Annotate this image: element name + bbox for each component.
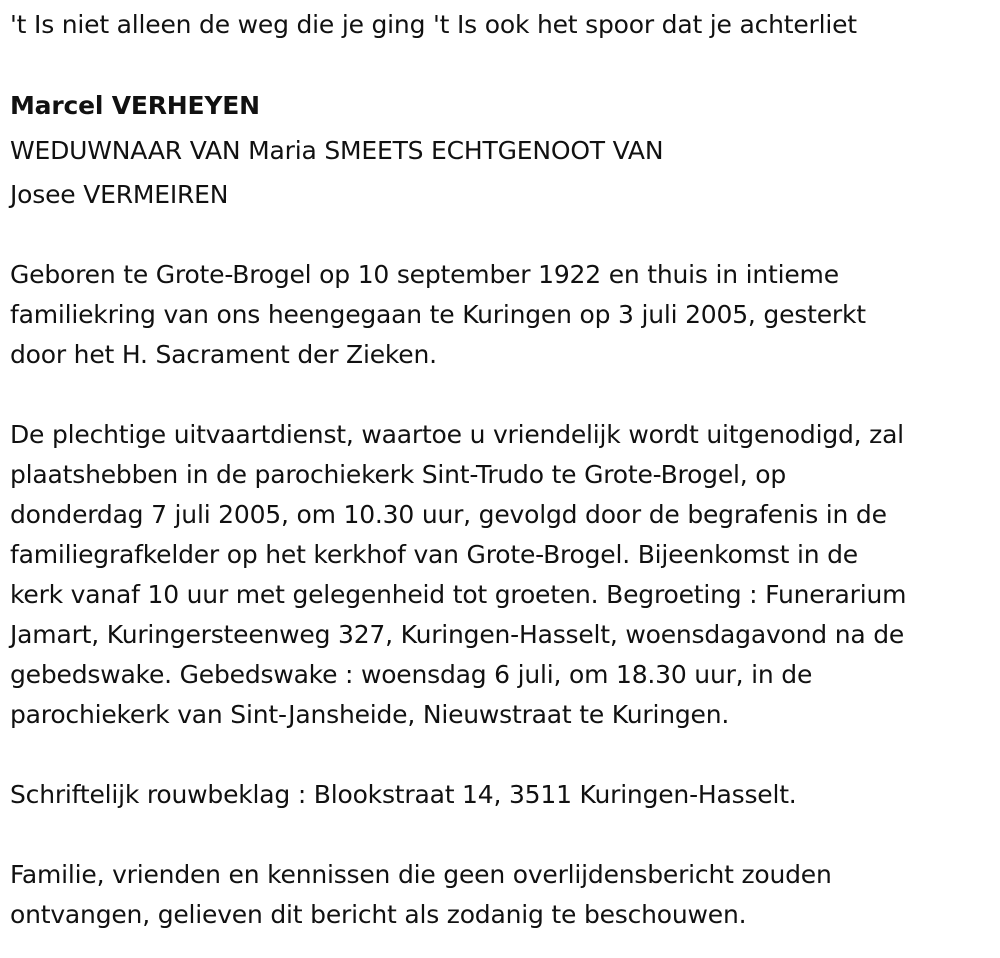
notice-paragraph	[10, 855, 995, 935]
paragraph-line: familiekring van ons heengegaan te Kuringen op 3 juli 2005, gesterkt	[10, 300, 866, 329]
paragraph-line: ontvangen, gelieven dit bericht als zodanig te beschouwen.	[10, 900, 747, 929]
paragraph-line: Jamart, Kuringersteenweg 327, Kuringen-Hasselt, woensdagavond na de	[10, 620, 905, 649]
condolences-paragraph	[10, 775, 995, 815]
paragraph-line: familiegrafkelder op het kerkhof van Grote-Brogel. Bijeenkomst in de	[10, 540, 858, 569]
paragraph-line: Familie, vrienden en kennissen die geen overlijdensbericht zouden	[10, 860, 832, 889]
paragraph-line: gebedswake. Gebedswake : woensdag 6 juli, om 18.30 uur, in de	[10, 660, 813, 689]
paragraph-line: Geboren te Grote-Brogel op 10 september 1922 en thuis in intieme	[10, 260, 839, 289]
paragraph-line: door het H. Sacrament der Zieken.	[10, 340, 437, 369]
condolences-address: Schriftelijk rouwbeklag : Blookstraat 14, 3511 Kuringen-Hasselt.	[10, 780, 797, 809]
relation-line: WEDUWNAAR VAN Maria SMEETS ECHTGENOOT VAN	[10, 136, 664, 165]
obituary-document	[10, 0, 995, 935]
paragraph-line: plaatshebben in de parochiekerk Sint-Trudo te Grote-Brogel, op	[10, 460, 787, 489]
paragraph-line: parochiekerk van Sint-Jansheide, Nieuwstraat te Kuringen.	[10, 700, 730, 729]
deceased-block	[10, 85, 995, 215]
paragraph-line: kerk vanaf 10 uur met gelegenheid tot groeten. Begroeting : Funerarium	[10, 580, 907, 609]
paragraph-line: donderdag 7 juli 2005, om 10.30 uur, gevolgd door de begrafenis in de	[10, 500, 887, 529]
paragraph-line: De plechtige uitvaartdienst, waartoe u vriendelijk wordt uitgenodigd, zal	[10, 420, 904, 449]
deceased-name: Marcel VERHEYEN	[10, 91, 260, 120]
relation-line: Josee VERMEIREN	[10, 180, 229, 209]
funeral-paragraph	[10, 415, 995, 735]
motto-line: 't Is niet alleen de weg die je ging 't Is ook het spoor dat je achterliet	[10, 10, 857, 39]
birth-death-paragraph	[10, 255, 995, 375]
